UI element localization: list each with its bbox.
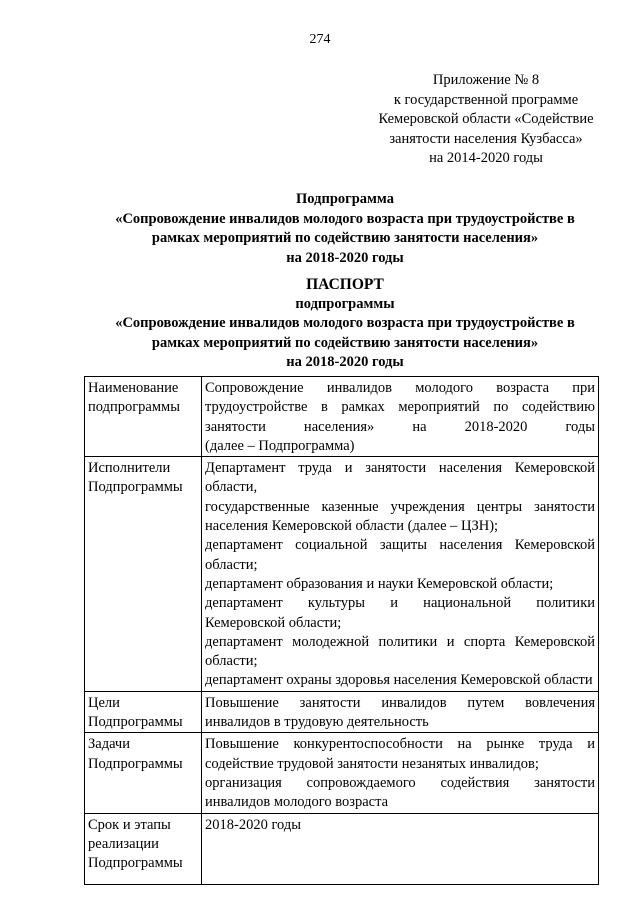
- passport-heading: ПАСПОРТ: [306, 276, 384, 293]
- passport-title-line: рамках мероприятий по содействию занятости населения»: [151, 334, 539, 351]
- value-line: содействие трудовой занятости незанятых инвалидов;: [205, 755, 539, 772]
- value-line: Повышение конкурентоспособности на рынке труда и: [205, 736, 595, 753]
- value-line: инвалидов в трудовую деятельность: [205, 714, 429, 731]
- label-line: Срок и этапы: [88, 816, 171, 833]
- passport-title: [60, 275, 630, 373]
- subprogram-title-line: Подпрограмма: [296, 191, 394, 207]
- passport-title-line: «Сопровождение инвалидов молодого возраста при трудоустройстве в: [115, 315, 575, 331]
- label-line: Подпрограммы: [88, 855, 183, 872]
- value-line: инвалидов молодого возраста: [205, 794, 389, 811]
- value-line: области;: [205, 653, 258, 670]
- subprogram-title-line: на 2018-2020 годы: [286, 249, 404, 266]
- passport-title-line: на 2018-2020 годы: [286, 354, 404, 370]
- label-line: Исполнители: [88, 460, 171, 477]
- table-label-cell: [85, 813, 202, 884]
- label-line: подпрограммы: [88, 399, 180, 416]
- table-label-cell: [85, 377, 202, 457]
- table-row-tasks: [85, 733, 599, 813]
- value-line: департамент социальной защиты населения Кемеровской: [205, 537, 595, 554]
- appendix-line: Приложение № 8: [432, 72, 540, 88]
- value-line: государственные казенные учреждения центры занятости: [205, 498, 595, 515]
- passport-table: [84, 376, 599, 885]
- value-line: Повышение занятости инвалидов путем вовлечения: [205, 694, 595, 711]
- value-line: (далее – Подпрограмма): [205, 437, 355, 454]
- passport-title-line: подпрограммы: [295, 295, 395, 312]
- table-label-cell: [85, 691, 202, 733]
- label-line: Подпрограммы: [88, 479, 183, 496]
- label-line: Наименование: [88, 380, 179, 396]
- value-line: организация сопровождаемого содействия занятости: [205, 774, 595, 791]
- value-line: 2018-2020 годы: [205, 816, 301, 833]
- label-line: Задачи: [88, 736, 130, 753]
- label-line: Подпрограммы: [88, 714, 183, 731]
- table-value-cell: [202, 691, 599, 733]
- appendix-line: на 2014-2020 годы: [429, 150, 543, 166]
- value-line: населения Кемеровской области (далее – ЦЗН);: [205, 518, 499, 535]
- table-value-cell: [202, 377, 599, 457]
- value-line: области;: [205, 556, 258, 573]
- table-label-cell: [85, 457, 202, 692]
- table-row-executors: [85, 457, 599, 692]
- subprogram-title: [60, 190, 630, 268]
- table-value-cell: [202, 457, 599, 692]
- label-line: Подпрограммы: [88, 755, 183, 772]
- appendix-line: занятости населения Кузбасса»: [389, 130, 583, 147]
- table-value-cell: [202, 733, 599, 813]
- value-line: Департамент труда и занятости населения Кемеровской: [205, 460, 595, 477]
- subprogram-title-line: рамках мероприятий по содействию занятости населения»: [151, 230, 539, 246]
- appendix-line: к государственной программе: [393, 91, 579, 108]
- table-value-cell: [202, 813, 599, 884]
- value-line: занятости населения» на 2018-2020 годы: [205, 418, 595, 435]
- page-number: 274: [309, 32, 331, 47]
- value-line: департамент образования и науки Кемеровской области;: [205, 575, 554, 592]
- table-label-cell: [85, 733, 202, 813]
- value-line: департамент культуры и национальной политики: [205, 595, 595, 612]
- value-line: трудоустройстве в рамках мероприятий по содействию: [205, 399, 595, 416]
- table-row-name: [85, 377, 599, 457]
- appendix-line: Кемеровской области «Содействие: [378, 111, 594, 127]
- label-line: Цели: [88, 694, 120, 711]
- value-line: департамент охраны здоровья населения Кемеровской области: [205, 672, 593, 689]
- value-line: департамент молодежной политики и спорта Кемеровской: [205, 633, 595, 650]
- appendix-header: [350, 71, 622, 169]
- table-row-goals: [85, 691, 599, 733]
- table-row-timeline: [85, 813, 599, 884]
- value-line: Сопровождение инвалидов молодого возраста при: [205, 380, 595, 396]
- label-line: реализации: [88, 835, 159, 852]
- subprogram-title-line: «Сопровождение инвалидов молодого возраста при трудоустройстве в: [115, 210, 575, 227]
- value-line: Кемеровской области;: [205, 614, 342, 631]
- value-line: области,: [205, 479, 258, 496]
